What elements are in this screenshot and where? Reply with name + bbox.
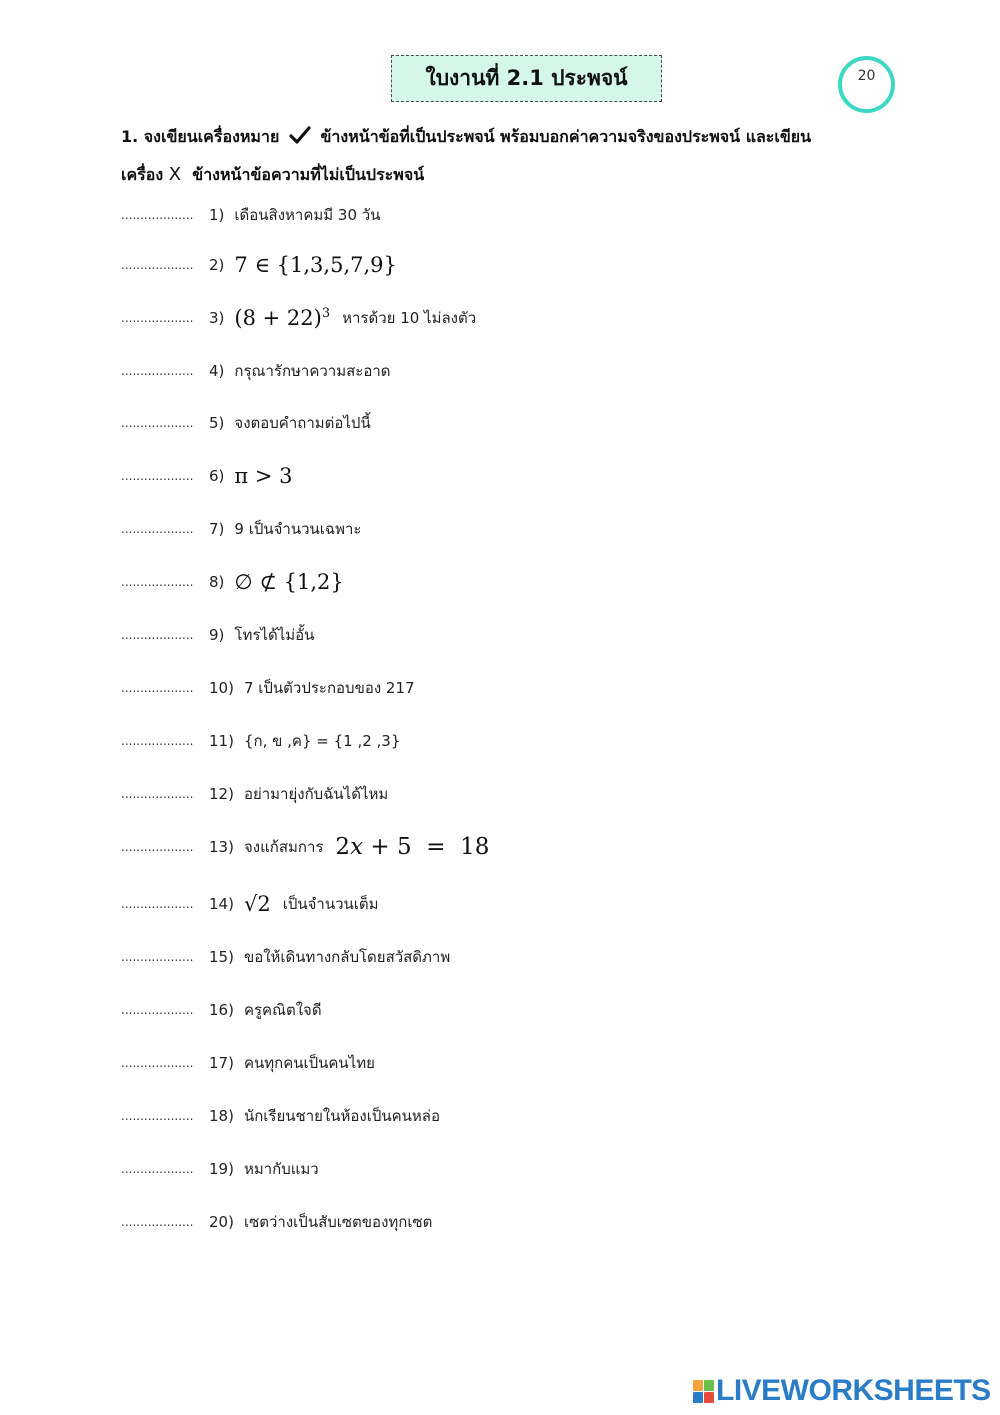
statement-item [121,461,293,491]
item-number: 3) [209,309,225,327]
statement-item [121,250,397,280]
statement-item [121,1048,375,1078]
item-number: 15) [209,948,234,966]
item-number: 7) [209,520,225,538]
math-coefficient: 2 [335,834,351,860]
statement-item [121,832,489,862]
statement-text: นักเรียนชายในห้องเป็นคนหล่อ [243,1107,440,1125]
statement-item [121,1154,319,1184]
statement-item [121,995,322,1025]
statement-text: เดือนสิงหาคมมี 30 วัน [234,206,381,224]
item-number: 13) [209,838,234,856]
math-variable: x [350,834,364,860]
logo-square [704,1392,714,1403]
answer-blank[interactable]: ................... [121,1056,194,1070]
logo-square [693,1380,703,1391]
item-number: 18) [209,1107,234,1125]
statement-item [121,567,344,597]
instruction-text-1b: ข้างหน้าข้อที่เป็นประพจน์ พร้อมบอกค่าความจริงของประพจน์ และเขียน [320,127,812,146]
worksheet-title: ใบงานที่ 2.1 ประพจน์ [391,55,662,102]
item-number: 2) [209,256,225,274]
answer-blank[interactable]: ................... [121,416,194,430]
item-number: 14) [209,895,234,913]
item-number: 12) [209,785,234,803]
statement-text: ครูคณิตใจดี [243,1001,322,1019]
math-expression: π > 3 [234,464,293,488]
score-badge: 20 [838,56,895,113]
instruction-line-2 [121,163,901,187]
cross-mark: X [168,164,182,185]
math-exponent: 3 [321,306,331,321]
logo-icon [693,1380,713,1402]
answer-blank[interactable]: ................... [121,681,194,695]
statement-item [121,673,415,703]
statement-item [121,889,379,919]
answer-blank[interactable]: ................... [121,897,194,911]
statement-text: คนทุกคนเป็นคนไทย [243,1054,375,1072]
statement-text: จงแก้สมการ [243,838,324,856]
statement-item [121,514,361,544]
answer-blank[interactable]: ................... [121,1109,194,1123]
answer-blank[interactable]: ................... [121,311,194,325]
answer-blank[interactable]: ................... [121,950,194,964]
answer-blank[interactable]: ................... [121,787,194,801]
item-number: 17) [209,1054,234,1072]
statement-text: หารด้วย 10 ไม่ลงตัว [342,309,477,327]
statement-item [121,726,400,756]
statement-text: {ก, ข ,ค} = {1 ,2 ,3} [243,732,401,750]
statement-item [121,1207,432,1237]
math-expression: 7 ∈ {1,3,5,7,9} [234,253,397,277]
answer-blank[interactable]: ................... [121,208,194,222]
math-rest: + 5 = 18 [363,834,490,860]
statement-text: โทรได้ไม่อั้น [234,626,315,644]
item-number: 9) [209,626,225,644]
checkmark-icon [289,125,311,145]
instruction-text-2a: เครื่อง [121,165,164,184]
answer-blank[interactable]: ................... [121,840,194,854]
statement-text: เป็นจำนวนเต็ม [282,895,379,913]
answer-blank[interactable]: ................... [121,1162,194,1176]
item-number: 16) [209,1001,234,1019]
statement-text: ขอให้เดินทางกลับโดยสวัสดิภาพ [243,948,451,966]
instruction-line-1 [121,125,901,149]
instruction-text-2b: ข้างหน้าข้อความที่ไม่เป็นประพจน์ [192,165,425,184]
answer-blank[interactable]: ................... [121,469,194,483]
logo-square [693,1392,703,1403]
instruction-text-1a: 1. จงเขียนเครื่องหมาย [121,127,280,146]
statement-item [121,620,314,650]
liveworksheets-logo [693,1374,991,1408]
math-expression [234,306,330,330]
answer-blank[interactable]: ................... [121,734,194,748]
item-number: 10) [209,679,234,697]
answer-blank[interactable]: ................... [121,522,194,536]
statement-item [121,408,371,438]
item-number: 19) [209,1160,234,1178]
statement-item [121,1101,440,1131]
statement-text: กรุณารักษาความสะอาด [234,362,391,380]
statement-text: 7 เป็นตัวประกอบของ 217 [243,679,415,697]
answer-blank[interactable]: ................... [121,575,194,589]
answer-blank[interactable]: ................... [121,628,194,642]
statement-text: อย่ามายุ่งกับฉันได้ไหม [243,785,389,803]
logo-square [704,1380,714,1391]
answer-blank[interactable]: ................... [121,1003,194,1017]
item-number: 1) [209,206,225,224]
statement-text: หมากับแมว [243,1160,319,1178]
math-expression: ∅ ⊄ {1,2} [234,570,344,594]
statement-item [121,942,450,972]
item-number: 6) [209,467,225,485]
answer-blank[interactable]: ................... [121,258,194,272]
item-number: 4) [209,362,225,380]
math-expression [335,834,489,860]
statement-text: เซตว่างเป็นสับเซตของทุกเซต [243,1213,433,1231]
item-number: 5) [209,414,225,432]
answer-blank[interactable]: ................... [121,364,194,378]
statement-item [121,303,476,333]
statement-item [121,779,388,809]
math-expression: √2 [243,892,271,916]
item-number: 11) [209,732,234,750]
item-number: 8) [209,573,225,591]
math-base: (8 + 22) [234,306,322,330]
logo-text: LIVEWORKSHEETS [716,1374,991,1407]
item-number: 20) [209,1213,234,1231]
statement-item [121,200,380,230]
statement-item [121,356,391,386]
statement-text: จงตอบคำถามต่อไปนี้ [234,414,371,432]
answer-blank[interactable]: ................... [121,1215,194,1229]
statement-text: 9 เป็นจำนวนเฉพาะ [234,520,362,538]
